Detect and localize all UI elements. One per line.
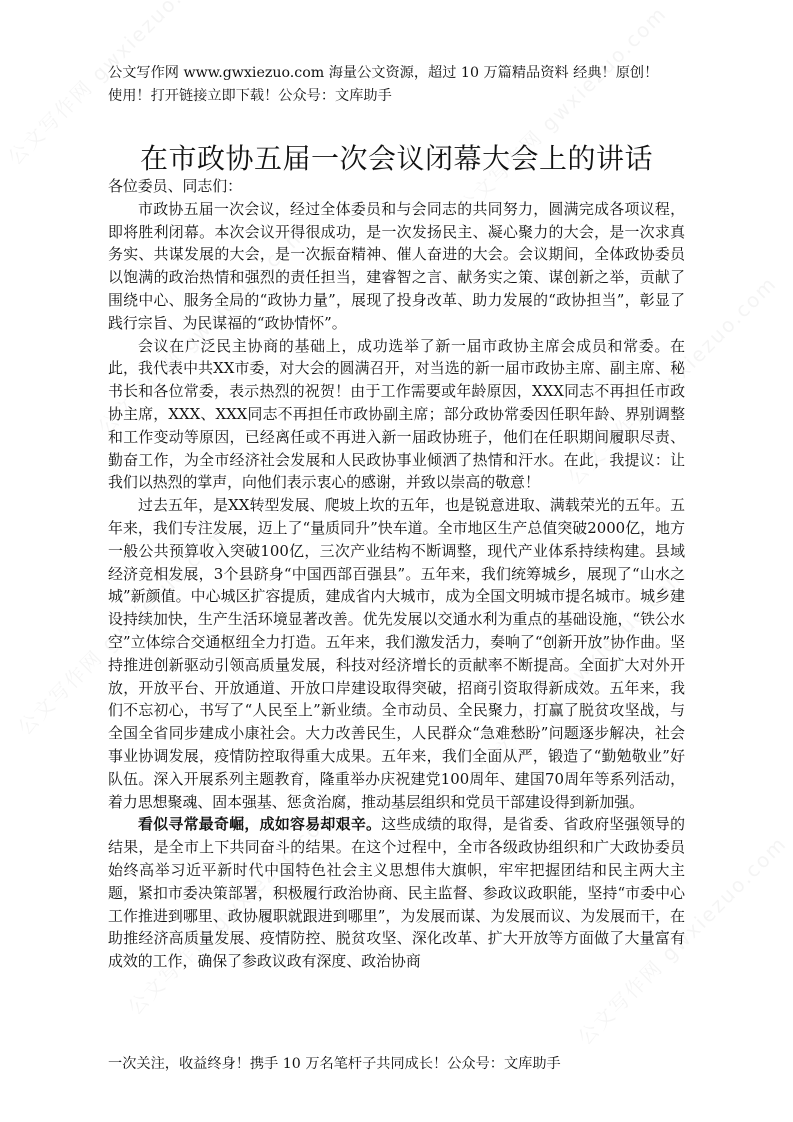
salutation: 各位委员、同志们： [108,177,243,195]
paragraph [108,813,685,973]
paragraph-lead: 看似寻常最奇崛，成如容易却艰辛。 [138,815,382,834]
header-line: 公文写作网 www.gwxiezuo.com 海量公文资源，超过 10 万篇精品资料 经典！原创！ [108,65,659,81]
paragraph [108,198,685,335]
paragraph-text: 市政协五届一次会议，经过全体委员和与会同志的共同努力，圆满完成各项议程，即将胜利闭幕。本次会议开得很成功，是一次发扬民主、凝心聚力的大会，是一次求真务实、共谋发展的大会，是一次振奋精神、催人奋进的大会。会议期间，全体政协委员以饱满的政治热情和强烈的责任担当，建睿智之言、献务实之策、谋创新之举，贡献了围绕中心、服务全局的“政协力量”，展现了投身改革、助力发展的“政协担当”，彰显了践行宗旨、为民谋福的“政协情怀”。 [108,199,685,332]
paragraph [108,494,685,813]
document-body [108,175,685,973]
page-footer: 一次关注，收益终身！携手 10 万名笔杆子共同成长！公众号：文库助手 [108,1056,561,1072]
page-header [108,62,708,108]
paragraph [108,335,685,495]
header-line: 使用！打开链接立即下载！公众号：文库助手 [108,88,392,104]
document-title: 在市政协五届一次会议闭幕大会上的讲话 [139,142,653,175]
paragraph-text: 过去五年，是XX转型发展、爬坡上坎的五年，也是锐意进取、满载荣光的五年。五年来，我们专注发展，迈上了“量质同升”快车道。全市地区生产总值突破2000亿，地方一般公共预算收入突破100亿，三次产业结构不断调整，现代产业体系持续构建。县域经济竞相发展，3个县跻身“中国西部百强县”。五年来，我们统筹城乡，展现了“山水之城”新颜值。中心城区扩容提质，建成省内大城市，成为全国文明城市提名城市。城乡建设持续加快，生产生活环境显著改善。优先发展以交通水利为重点的基础设施，“铁公水空”立体综合交通枢纽全力打造。五年来，我们激发活力，奏响了“创新开放”协作曲。坚持推进创新驱动引领高质量发展，科技对经济增长的贡献率不断提高。全面扩大对外开放，开放平台、开放通道、开放口岸建设取得突破，招商引资取得新成效。五年来，我们不忘初心，书写了“人民至上”新业绩。全市动员、全民聚力，打赢了脱贫攻坚战，与全国全省同步建成小康社会。大力改善民生，人民群众“急难愁盼”问题逐步解决，社会事业协调发展，疫情防控取得重大成果。五年来，我们全面从严，锻造了“勤勉敬业”好队伍。深入开展系列主题教育，隆重举办庆祝建党100周年、建国70周年等系列活动，着力思想聚魂、固本强基、惩贪治腐，推动基层组织和党员干部建设得到新加强。 [108,496,685,811]
paragraph-text: 会议在广泛民主协商的基础上，成功选举了新一届市政协主席会成员和常委。在此，我代表中共XX市委，对大会的圆满召开，对当选的新一届市政协主席、副主席、秘书长和各位常委，表示热烈的祝贺！由于工作需要或年龄原因，XXX同志不再担任市政协主席，XXX、XXX同志不再担任市政协副主席；部分政协常委因任职年龄、界别调整和工作变动等原因，已经离任或不再进入新一届政协班子，他们在任职期间履职尽责、勤奋工作，为全市经济社会发展和人民政协事业倾洒了热情和汗水。在此，我提议：让我们以热烈的掌声，向他们表示衷心的感谢，并致以崇高的敬意！ [108,336,685,492]
paragraph-text: 这些成绩的取得，是省委、省政府坚强领导的结果，是全市上下共同奋斗的结果。在这个过程中，全市各级政协组织和广大政协委员始终高举习近平新时代中国特色社会主义思想伟大旗帜，牢牢把握团结和民主两大主题，紧扣市委决策部署，积极履行政治协商、民主监督、参政议政职能，坚持“市委中心工作推进到哪里、政协履职就跟进到哪里”，为发展而谋、为发展而议、为发展而干，在助推经济高质量发展、疫情防控、脱贫攻坚、深化改革、扩大开放等方面做了大量富有成效的工作，确保了参政议政有深度、政治协商 [108,815,685,971]
